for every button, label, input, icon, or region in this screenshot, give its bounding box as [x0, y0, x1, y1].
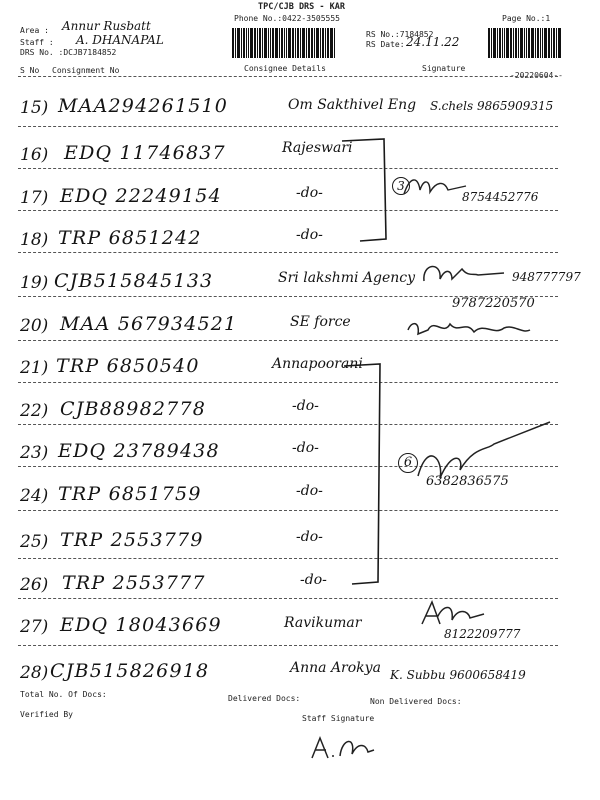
col-code: -20220604--	[510, 71, 563, 80]
consignment-number: EDQ 22249154	[60, 185, 222, 207]
staff-label: Staff :	[20, 38, 54, 47]
consignee-details: Anna Arokya	[290, 660, 381, 676]
total-docs-label: Total No. Of Docs:	[20, 690, 107, 699]
consignee-details: -do-	[296, 227, 323, 243]
consignment-number: TRP 6850540	[56, 355, 200, 377]
consignee-details: -do-	[292, 398, 319, 414]
row-number: 15)	[20, 98, 49, 118]
verified-by-label: Verified By	[20, 710, 73, 719]
row-number: 18)	[20, 230, 49, 250]
consignment-number: CJB88982778	[60, 398, 207, 420]
barcode	[488, 28, 578, 58]
consignee-details: -do-	[296, 483, 323, 499]
consignee-details: Rajeswari	[282, 140, 353, 156]
consignment-number: EDQ 11746837	[64, 142, 226, 164]
row-number: 19)	[20, 273, 49, 293]
consignment-number: TRP 2553779	[60, 529, 204, 551]
signature-text: S.chels 9865909315	[430, 99, 554, 113]
area-value: Annur Rusbatt	[62, 19, 151, 33]
consignment-number: MAA 567934521	[60, 313, 238, 335]
phone-number: Phone No.:0422-3505555	[234, 14, 340, 23]
staff-signature-label: Staff Signature	[302, 714, 375, 723]
signature-scribble	[414, 420, 554, 490]
signature-scribble	[418, 598, 488, 630]
staff-signature-scribble	[308, 730, 378, 764]
signature-text: 9787220570	[452, 296, 535, 311]
group-phone: 8754452776	[462, 190, 539, 204]
row-number: 24)	[20, 486, 49, 506]
row-number: 17)	[20, 188, 49, 208]
consignee-details: Sri lakshmi Agency	[278, 270, 416, 286]
consignment-number: CJB515845133	[54, 270, 214, 292]
rs-date-label: RS Date:	[366, 40, 405, 49]
consignee-details: Annapoorani	[272, 356, 363, 372]
signature-scribble	[418, 257, 508, 287]
col-signature: Signature	[422, 64, 466, 73]
drs-number: DRS No. :DCJB7184852	[20, 48, 117, 57]
row-divider	[18, 558, 558, 559]
group-bracket	[340, 135, 400, 245]
row-divider	[18, 210, 558, 211]
row-number: 26)	[20, 575, 49, 595]
consignee-details: Ravikumar	[284, 615, 362, 631]
row-number: 22)	[20, 401, 49, 421]
group-count: 6	[398, 453, 418, 473]
consignee-details: -do-	[296, 529, 323, 545]
group-bracket	[340, 360, 390, 590]
group-count: 3	[392, 177, 410, 195]
consignee-details: SE force	[290, 314, 351, 330]
row-divider	[18, 510, 558, 511]
row-number: 23)	[20, 443, 49, 463]
col-sno: S No	[20, 66, 40, 75]
header-divider	[18, 76, 558, 77]
non-delivered-docs-label: Non Delivered Docs:	[370, 697, 462, 706]
barcode	[232, 28, 356, 58]
row-number: 20)	[20, 316, 49, 336]
col-consignment: Consignment No	[52, 66, 120, 75]
consignee-details: -do-	[296, 185, 323, 201]
row-divider	[18, 168, 558, 169]
consignment-number: EDQ 23789438	[58, 440, 220, 462]
consignee-details: -do-	[300, 572, 327, 588]
signature-text: 948777797	[512, 270, 581, 284]
consignment-number: TRP 2553777	[62, 572, 206, 594]
consignment-number: TRP 6851242	[58, 227, 202, 249]
consignee-details: -do-	[292, 440, 319, 456]
signature-scribble	[400, 172, 470, 202]
delivered-docs-label: Delivered Docs:	[228, 694, 301, 703]
page-number: Page No.:1	[502, 14, 551, 23]
group-phone: 6382836575	[426, 474, 509, 489]
staff-value: A. DHANAPAL	[76, 33, 164, 47]
consignment-number: MAA294261510	[58, 95, 229, 117]
consignment-number: TRP 6851759	[58, 483, 202, 505]
row-divider	[18, 382, 558, 383]
signature-text: 8122209777	[444, 627, 521, 641]
document-title: TPC/CJB DRS - KAR	[258, 2, 345, 12]
col-consignee: Consignee Details	[244, 64, 326, 73]
row-number: 21)	[20, 358, 49, 378]
signature-text: K. Subbu 9600658419	[390, 668, 526, 682]
rs-date-value: 24.11.22	[406, 35, 460, 49]
consignment-number: EDQ 18043669	[60, 614, 222, 636]
row-number: 28)	[20, 663, 49, 683]
area-label: Area :	[20, 26, 49, 35]
row-divider	[18, 252, 558, 253]
consignment-number: CJB515826918	[50, 660, 210, 682]
row-divider	[18, 126, 558, 127]
row-number: 27)	[20, 617, 49, 637]
row-divider	[18, 645, 558, 646]
signature-scribble	[404, 312, 534, 342]
consignee-details: Om Sakthivel Eng	[288, 97, 417, 113]
rs-number: RS No.:7184852	[366, 30, 434, 39]
row-number: 25)	[20, 532, 49, 552]
row-number: 16)	[20, 145, 49, 165]
